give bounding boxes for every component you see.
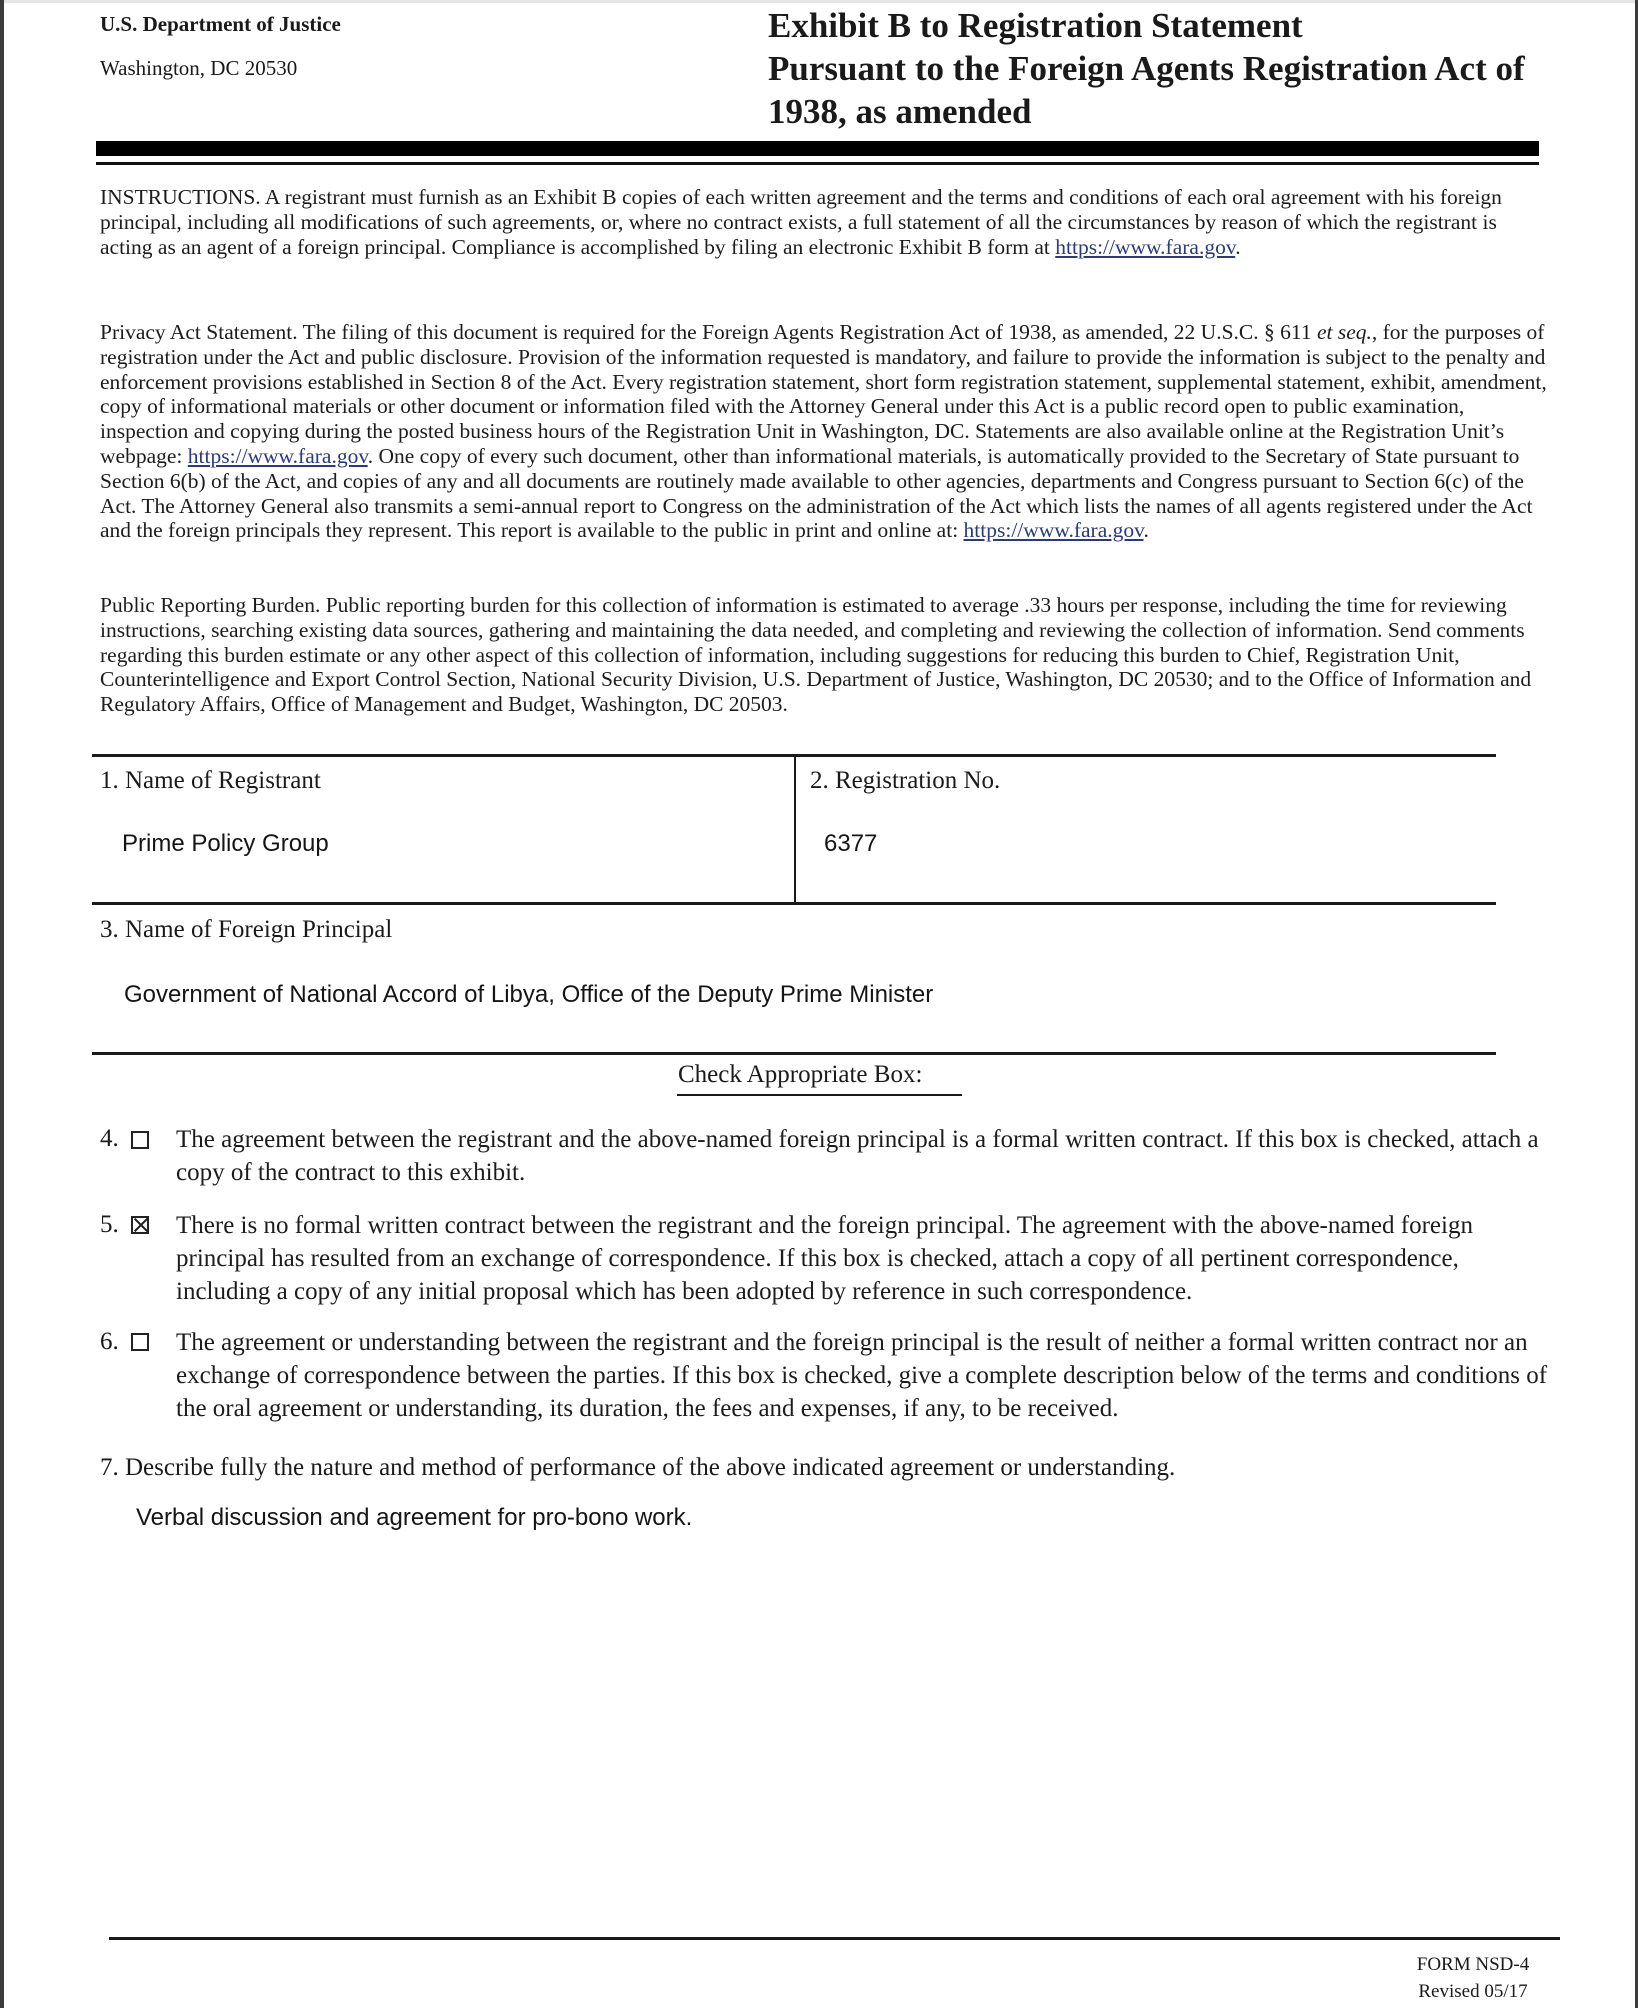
privacy-tail: . bbox=[1143, 518, 1149, 543]
fara-link[interactable]: https://www.fara.gov bbox=[187, 443, 368, 468]
burden-paragraph: Public Reporting Burden. Public reporting burden for this collection of information is estimated to average .33 hours per response, including the time for reviewing instructions, searching existing data sources, gathering and maintaining the data needed, and completing and reviewing the collection of information. Send comments regarding this burden estimate or any other aspect of this collection of information, including suggestions for reducing this burden to Chief, Registration Unit, Counterintelligence and Export Control Section, National Security Division, U.S. Department of Justice, Washington, DC 20530; and to the Office of Information and Regulatory Affairs, Office of Management and Budget, Washington, DC 20503. bbox=[100, 593, 1532, 717]
form-id: FORM NSD-4 bbox=[1416, 1954, 1530, 1975]
title-line-2: Pursuant to the Foreign Agents Registration Act of bbox=[768, 49, 1525, 88]
registrant-label: 1. Name of Registrant bbox=[100, 767, 321, 794]
instructions-text: INSTRUCTIONS. A registrant must furnish as an Exhibit B copies of each written agreement and the terms and conditions of each oral agreement with his foreign principal, including all modifications of such agreements, or, where no contract exists, a full statement of all the circumstances by reason of which the registrant is acting as an agent of a foreign principal. Compliance is accomplished by filing an electronic Exhibit B form at bbox=[100, 185, 1502, 259]
privacy-text-2: , for the purposes of registration under the Act and public disclosure. Provision of the information requested is mandatory, and failure to provide the information is subject to the penalty and enforcement provisions established in Section 8 of the Act. Every registration statement, short form registration statement, supplemental statement, exhibit, amendment, copy of informational materials or other document or information filed with the Attorney General under this Act is a public record open to public examination, inspection and copying during the posted business hours of the Registration Unit in Washington, DC. Statements are also available online at the Registration Unit’s webpage: bbox=[100, 320, 1547, 468]
privacy-act-paragraph bbox=[100, 320, 1548, 543]
title-line-1: Exhibit B to Registration Statement bbox=[768, 6, 1303, 45]
item-number: 5. bbox=[100, 1211, 119, 1238]
oral-agreement-checkbox[interactable] bbox=[131, 1333, 149, 1351]
form-mid-rule bbox=[92, 902, 1496, 905]
privacy-text-1: Privacy Act Statement. The filing of this document is required for the Foreign Agents Registration Act of 1938, as amended, 22 U.S.C. § 611 bbox=[100, 320, 1317, 344]
correspondence-checkbox-checked[interactable] bbox=[131, 1216, 149, 1234]
registration-no-field[interactable]: 6377 bbox=[824, 830, 878, 857]
fara-link[interactable]: https://www.fara.gov bbox=[963, 518, 1144, 543]
page-left-edge bbox=[0, 0, 4, 2008]
fara-link[interactable]: https://www.fara.gov bbox=[1055, 234, 1236, 259]
registrant-field[interactable]: Prime Policy Group bbox=[122, 830, 329, 857]
form-revised-date: Revised 05/17 bbox=[1418, 1981, 1528, 2002]
check-heading-underline bbox=[677, 1094, 962, 1096]
item-text: The agreement or understanding between the registrant and the foreign principal is the result of neither a formal written contract nor an exchange of correspondence between the parties. If this box is checked, give a complete description below of the terms and conditions of the oral agreement or understanding, its duration, the fees and expenses, if any, to be received. bbox=[176, 1329, 1548, 1422]
privacy-text-3: . One copy of every such document, other than informational materials, is automatically provided to the Secretary of State pursuant to Section 6(b) of the Act, and copies of any and all documents are routinely made available to other agencies, departments and Congress pursuant to Section 6(c) of the Act. The Attorney General also transmits a semi-annual report to Congress on the administration of the Act which lists the names of all agents registered under the Act and the foreign principals they represent. This report is available to the public in print and online at: bbox=[100, 443, 1533, 543]
instructions-paragraph bbox=[100, 185, 1548, 259]
agency-name: U.S. Department of Justice bbox=[100, 12, 341, 36]
item-text: There is no formal written contract between the registrant and the foreign principal. The agreement with the above-named foreign principal has resulted from an exchange of correspondence. If this box is checked, attach a copy of all pertinent correspondence, including a copy of any initial proposal which has been adopted by reference in such correspondence. bbox=[176, 1212, 1473, 1305]
header-thin-rule bbox=[96, 162, 1539, 165]
footer-rule bbox=[109, 1937, 1560, 1940]
foreign-principal-label: 3. Name of Foreign Principal bbox=[100, 916, 393, 943]
formal-contract-checkbox[interactable] bbox=[131, 1131, 149, 1149]
page-top-edge bbox=[0, 0, 1638, 3]
item-number: 4. bbox=[100, 1125, 119, 1152]
item-number: 6. bbox=[100, 1328, 119, 1355]
registration-no-label: 2. Registration No. bbox=[810, 767, 1001, 794]
item-text: The agreement between the registrant and the above-named foreign principal is a formal written contract. If this box is checked, attach a copy of the contract to this exhibit. bbox=[176, 1126, 1539, 1186]
foreign-principal-field[interactable]: Government of National Accord of Libya, Office of the Deputy Prime Minister bbox=[124, 981, 934, 1008]
privacy-et-seq: et seq. bbox=[1316, 320, 1372, 344]
title-line-3: 1938, as amended bbox=[768, 92, 1032, 131]
describe-label: 7. Describe fully the nature and method of performance of the above indicated agreement or understanding. bbox=[100, 1454, 1176, 1481]
form-bottom-rule bbox=[92, 1052, 1496, 1055]
agency-address: Washington, DC 20530 bbox=[100, 56, 298, 80]
check-box-heading: Check Appropriate Box: bbox=[678, 1061, 923, 1088]
page-title bbox=[768, 4, 1568, 133]
instructions-tail: . bbox=[1235, 234, 1241, 259]
header-thick-rule bbox=[96, 141, 1539, 156]
form-column-divider bbox=[794, 756, 796, 904]
describe-field[interactable]: Verbal discussion and agreement for pro-bono work. bbox=[136, 1504, 693, 1531]
